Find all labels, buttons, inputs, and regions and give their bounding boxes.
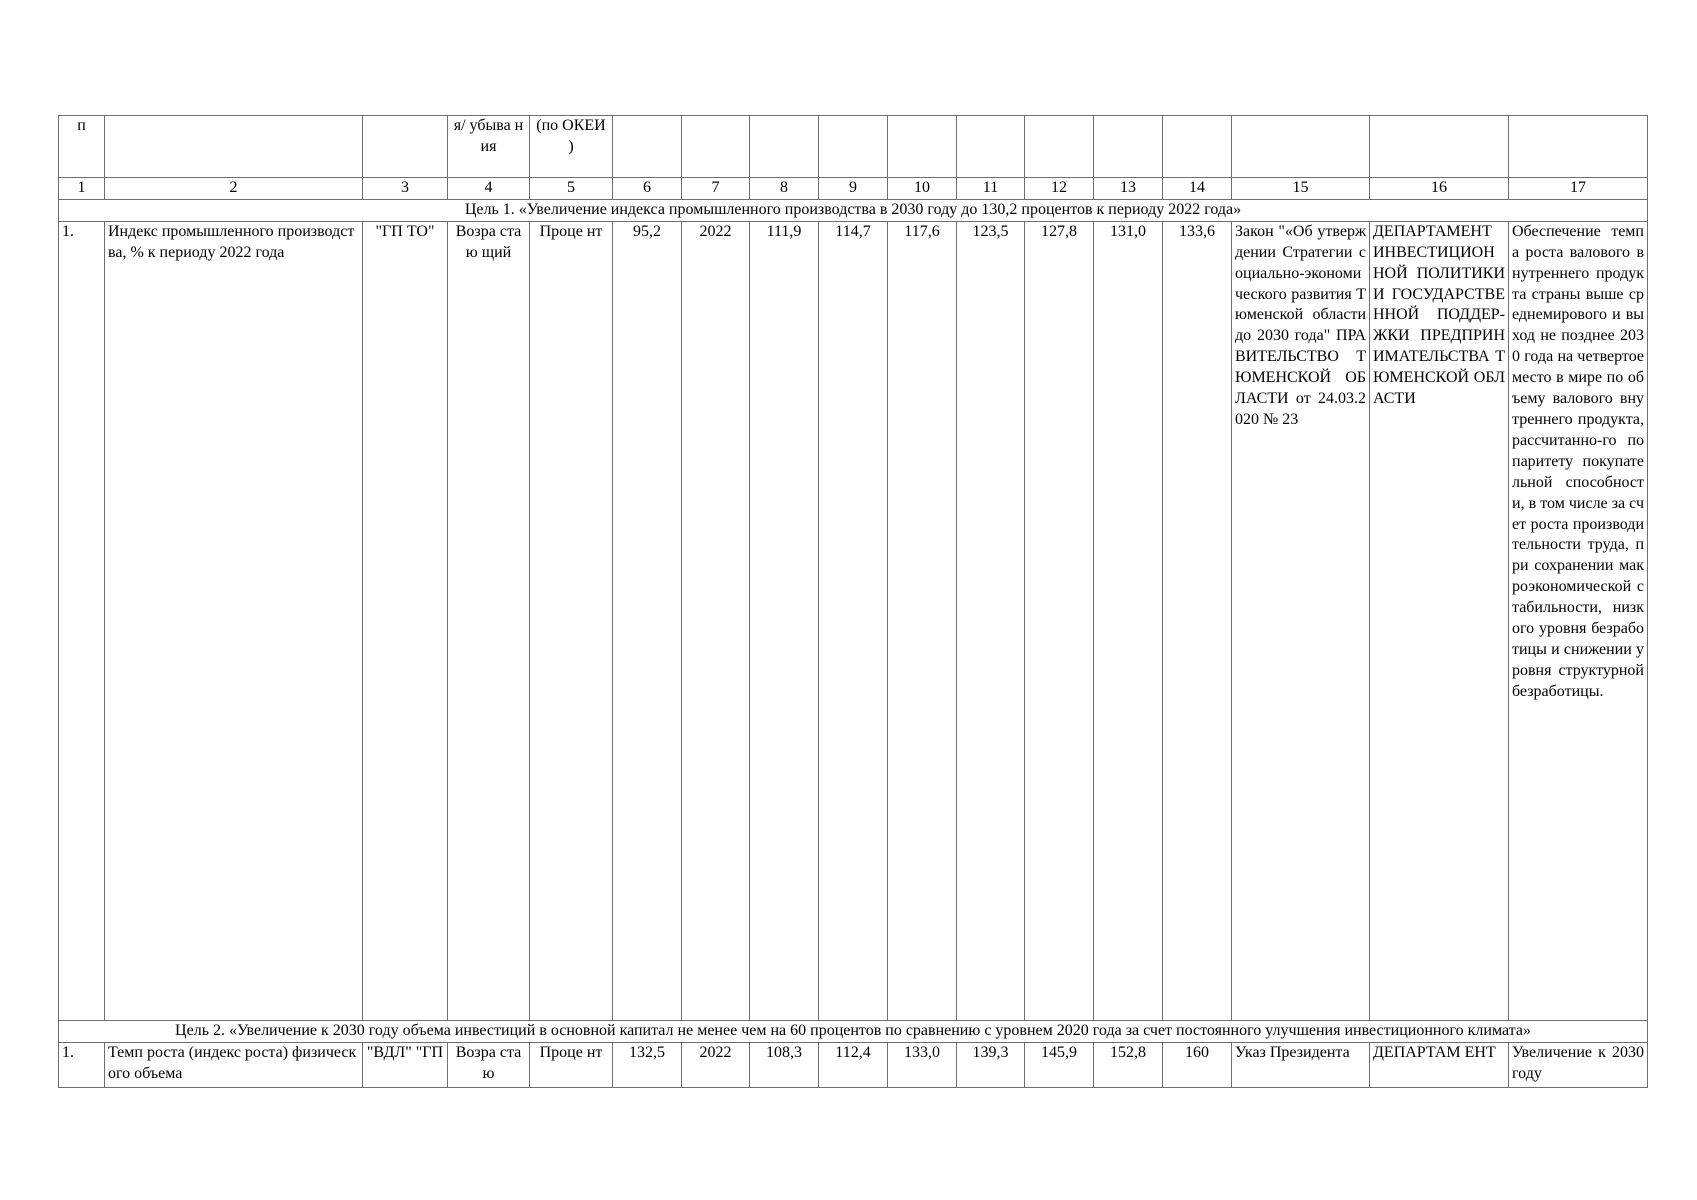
header-cell (1094, 116, 1163, 178)
column-number: 3 (363, 178, 448, 200)
column-number: 7 (682, 178, 750, 200)
indicator-value: 131,0 (1094, 221, 1163, 1020)
header-cell (105, 116, 363, 178)
column-number: 9 (819, 178, 888, 200)
indicator-value: 111,9 (750, 221, 819, 1020)
column-number: 16 (1370, 178, 1509, 200)
indicators-table (58, 115, 1648, 1088)
indicator-base-year: 2022 (682, 221, 750, 1020)
indicator-value: 152,8 (1094, 1042, 1163, 1087)
column-number: 2 (105, 178, 363, 200)
column-number: 1 (59, 178, 105, 200)
column-number: 5 (530, 178, 613, 200)
indicator-link: Увеличение к 2030 году (1509, 1042, 1648, 1087)
indicator-responsible: ДЕПАРТАМ ЕНТ (1370, 1042, 1509, 1087)
indicator-value: 127,8 (1025, 221, 1094, 1020)
indicator-number: 1. (59, 221, 105, 1020)
header-cell: п (59, 116, 105, 178)
column-number: 8 (750, 178, 819, 200)
indicator-number: 1. (59, 1042, 105, 1087)
table-header-tail-row (59, 116, 1648, 178)
indicator-base-value: 132,5 (613, 1042, 682, 1087)
indicator-row (59, 1042, 1648, 1087)
column-number: 12 (1025, 178, 1094, 200)
indicator-value: 117,6 (888, 221, 957, 1020)
indicator-responsible: ДЕПАРТАМЕНТ ИНВЕСТИЦИОННОЙ ПОЛИТИКИ И ГОСУДАРСТВЕННОЙ ПОДДЕР-ЖКИ ПРЕДПРИНИМАТЕЛЬСТВА ТЮМЕНСКОЙ ОБЛАСТИ (1370, 221, 1509, 1020)
indicator-name: Темп роста (индекс роста) физического объема (105, 1042, 363, 1087)
indicator-name: Индекс промышленного производства, % к периоду 2022 года (105, 221, 363, 1020)
goal-row (59, 199, 1648, 221)
goal-row (59, 1020, 1648, 1042)
indicator-value: 114,7 (819, 221, 888, 1020)
indicator-base-value: 95,2 (613, 221, 682, 1020)
column-number: 14 (1163, 178, 1232, 200)
indicator-value: 123,5 (957, 221, 1025, 1020)
header-cell (1232, 116, 1370, 178)
header-cell (888, 116, 957, 178)
indicator-value: 145,9 (1025, 1042, 1094, 1087)
column-number: 6 (613, 178, 682, 200)
indicator-value: 133,6 (1163, 221, 1232, 1020)
indicator-document: Закон "«Об утверждении Стратегии социально-экономического развития Тюменской области до 2030 года" ПРАВИТЕЛЬСТВО ТЮМЕНСКОЙ ОБЛАСТИ от 24.03.2020 № 23 (1232, 221, 1370, 1020)
indicator-unit: Проце нт (530, 221, 613, 1020)
indicator-row (59, 221, 1648, 1020)
indicator-trend: Возра стаю (448, 1042, 530, 1087)
header-cell: (по ОКЕИ ) (530, 116, 613, 178)
header-cell (1025, 116, 1094, 178)
indicator-value: 133,0 (888, 1042, 957, 1087)
header-cell (1370, 116, 1509, 178)
column-number: 4 (448, 178, 530, 200)
indicator-value: 112,4 (819, 1042, 888, 1087)
header-cell: я/ убыва ния (448, 116, 530, 178)
column-number-row (59, 178, 1648, 200)
goal-1-title: Цель 1. «Увеличение индекса промышленного производства в 2030 году до 130,2 процентов к периоду 2022 года» (59, 199, 1648, 221)
header-cell (363, 116, 448, 178)
indicator-unit: Проце нт (530, 1042, 613, 1087)
indicator-base-year: 2022 (682, 1042, 750, 1087)
indicator-level: "ВДЛ" "ГП (363, 1042, 448, 1087)
header-cell (750, 116, 819, 178)
indicator-level: "ГП ТО" (363, 221, 448, 1020)
header-cell (957, 116, 1025, 178)
goal-2-title: Цель 2. «Увеличение к 2030 году объема инвестиций в основной капитал не менее чем на 60 процентов по сравнению с уровнем 2020 года за счет постоянного улучшения инвестиционного климата» (59, 1020, 1648, 1042)
column-number: 17 (1509, 178, 1648, 200)
column-number: 13 (1094, 178, 1163, 200)
indicator-value: 108,3 (750, 1042, 819, 1087)
column-number: 15 (1232, 178, 1370, 200)
indicator-value: 160 (1163, 1042, 1232, 1087)
header-cell (819, 116, 888, 178)
column-number: 10 (888, 178, 957, 200)
indicator-trend: Возра стаю щий (448, 221, 530, 1020)
header-cell (1163, 116, 1232, 178)
column-number: 11 (957, 178, 1025, 200)
header-cell (682, 116, 750, 178)
indicator-document: Указ Президента (1232, 1042, 1370, 1087)
header-cell (613, 116, 682, 178)
header-cell (1509, 116, 1648, 178)
indicator-link: Обеспечение темпа роста валового внутреннего продукта страны выше среднемирового и выход не позднее 2030 года на четвертое место в мире по объему валового внутреннего продукта, рассчитанно-го по паритету покупательной способности, в том числе за счет роста производительности труда, при сохранении макроэкономической стабильности, низкого уровня безработицы и снижении уровня структурной безработицы. (1509, 221, 1648, 1020)
indicator-value: 139,3 (957, 1042, 1025, 1087)
